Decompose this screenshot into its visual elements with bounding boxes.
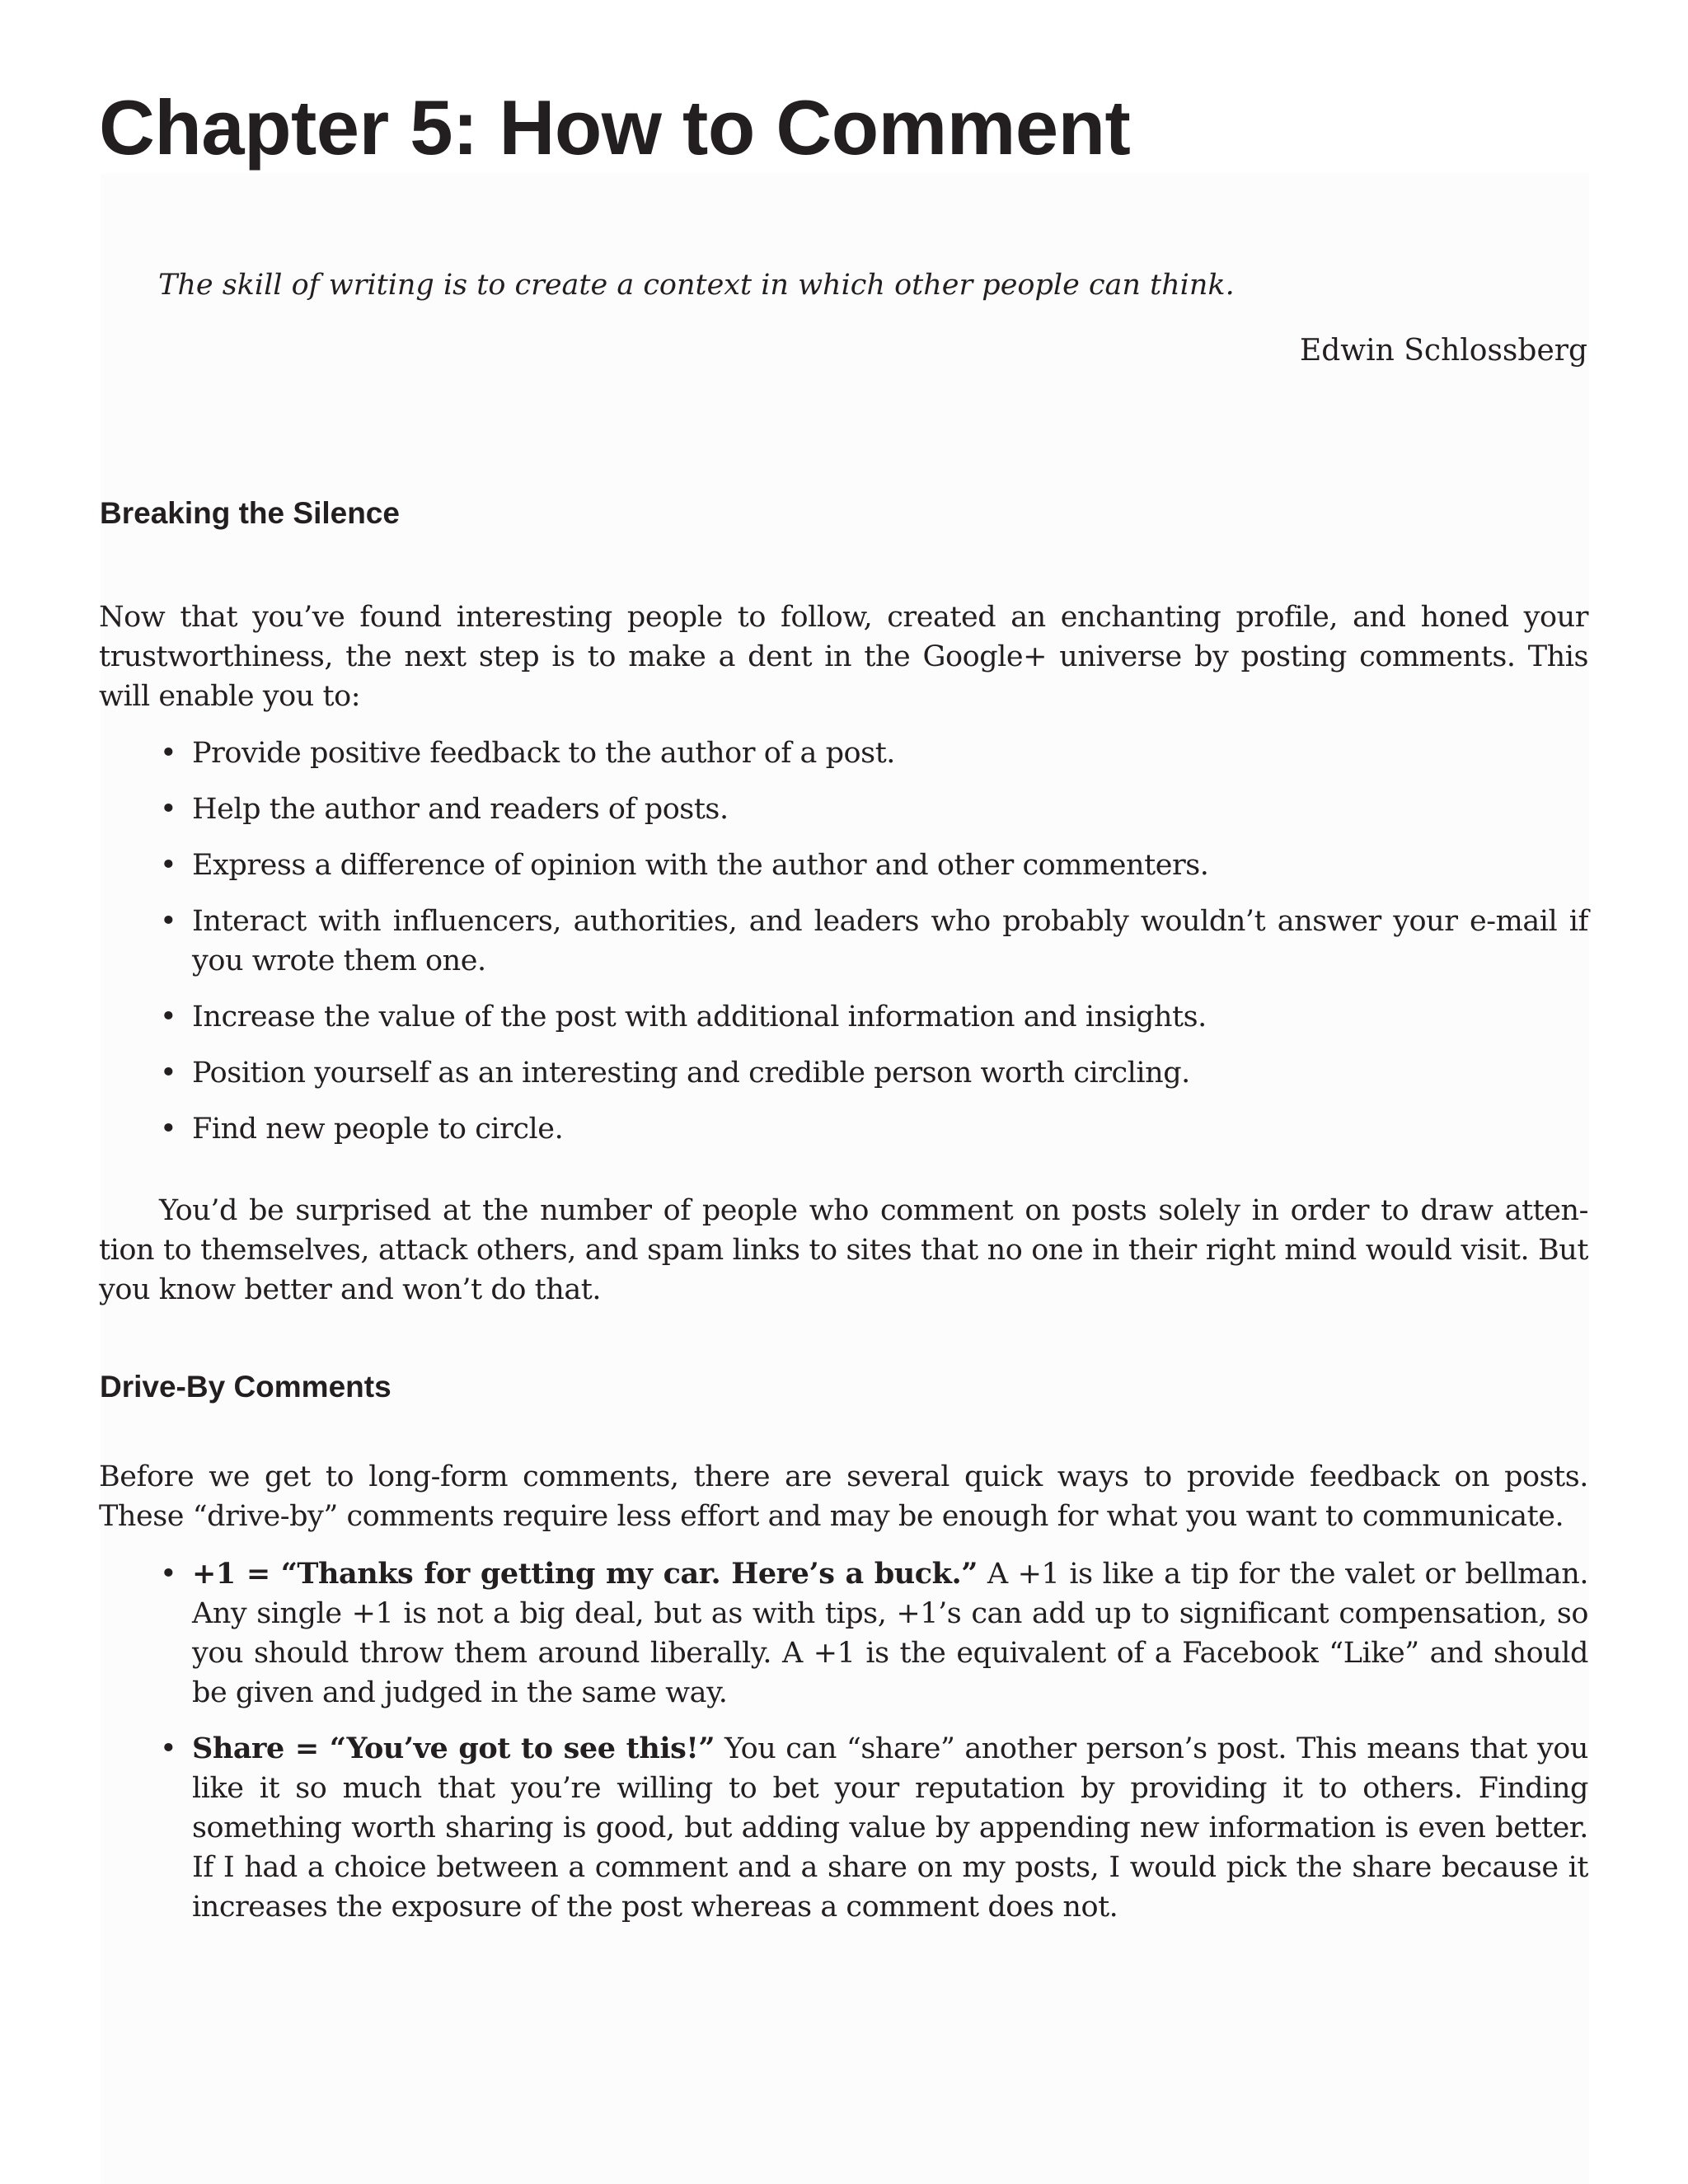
comment-type-item-plus-one <box>99 1554 1588 1713</box>
benefit-item: • Increase the value of the post with additional information and insights. <box>99 997 1588 1037</box>
drive-by-intro: Before we get to long-form comments, there are several quick ways to provide feedback on posts. These “drive-by” comments require less effort and may be enough for what you want to communicate. <box>99 1460 1588 1533</box>
benefit-item: • Find new people to circle. <box>99 1109 1588 1149</box>
comment-type-lead: Share = “You’ve got to see this!” <box>192 1732 715 1765</box>
comment-type-description: You can “share” another person’s post. This means that you like it so much that you’re willing to bet your reputation by providing it to others. Finding something worth sharing is good, but adding value by appending new information is even better. If I had a choice between a comment and a share on my posts, I would pick the share because it increases the exposure of the post whereas a comment does not. <box>192 1732 1588 1924</box>
benefit-item: • Help the author and readers of posts. <box>99 790 1588 829</box>
breaking-silence-benefits-list <box>99 733 1588 1149</box>
comment-type-lead: +1 = “Thanks for getting my car. Here’s a buck.” <box>192 1557 978 1591</box>
epigraph-author: Edwin Schlossberg <box>1299 334 1587 368</box>
section-heading-breaking-the-silence: Breaking the Silence <box>100 496 400 530</box>
chapter-title: Chapter 5: How to Comment <box>99 84 1131 171</box>
comment-type-description: A +1 is like a tip for the valet or bellman. Any single +1 is not a big deal, but as with tips, +1’s can add up to significant compensation, so you should throw them around liberally. A +1 is the equivalent of a Facebook “Like” and should be given and judged in the same way. <box>192 1558 1588 1709</box>
breaking-silence-intro: Now that you’ve found interesting people to follow, created an enchanting profile, and honed your trustworthiness, the next step is to make a dent in the Google+ universe by posting comments. This will enable you to: <box>99 601 1588 713</box>
comment-type-item-share <box>99 1729 1588 1927</box>
benefit-item: • Provide positive feedback to the author of a post. <box>99 733 1588 773</box>
drive-by-comment-types-list <box>99 1554 1588 1927</box>
breaking-silence-closing: You’d be surprised at the number of people who comment on posts solely in order to draw atten-tion to themselves, attack others, and spam links to sites that no one in their right mind would visit. But you know better and won’t do that. <box>99 1194 1588 1306</box>
section-heading-drive-by-comments: Drive-By Comments <box>100 1370 392 1404</box>
epigraph-quote: The skill of writing is to create a context in which other people can think. <box>158 269 1235 302</box>
benefit-item: • Position yourself as an interesting and credible person worth circling. <box>99 1053 1588 1093</box>
benefit-item: • Interact with influencers, authorities, and leaders who probably wouldn’t answer your e-mail if you wrote them one. <box>99 902 1588 981</box>
benefit-item: • Express a difference of opinion with the author and other commenters. <box>99 846 1588 885</box>
